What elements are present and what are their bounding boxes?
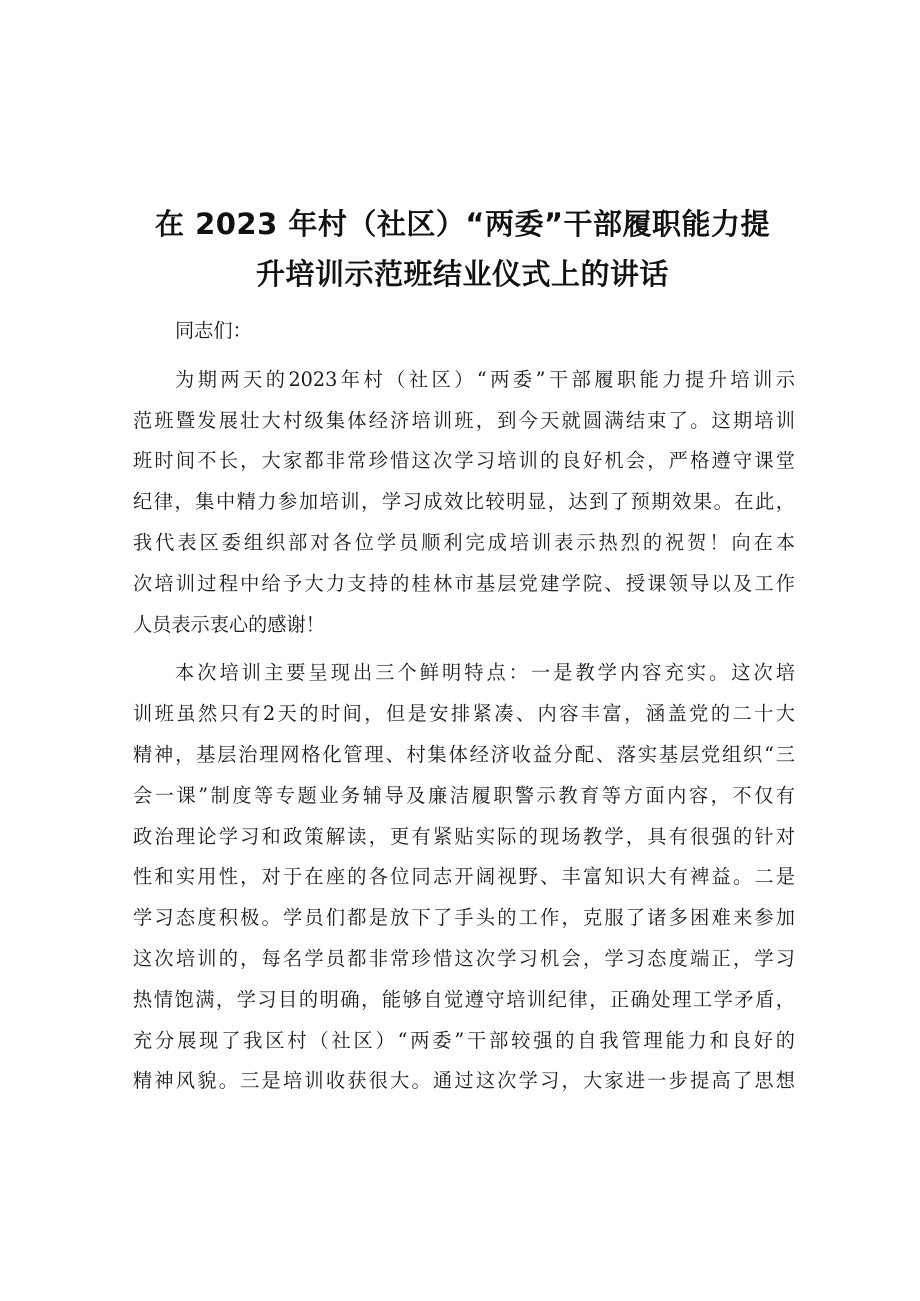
paragraph-line: 政治理论学习和政策解读，更有紧贴实际的现场教学，具有很强的针对 <box>133 824 795 848</box>
paragraph-line: 学习态度积极。学员们都是放下了手头的工作，克服了诸多困难来参加 <box>133 906 795 930</box>
paragraph-line: 本次培训主要呈现出三个鲜明特点：一是教学内容充实。这次培 <box>175 661 795 685</box>
paragraph-line: 会一课”制度等专题业务辅导及廉洁履职警示教育等方面内容，不仅有 <box>133 783 795 807</box>
paragraph-line: 人员表示衷心的感谢！ <box>133 612 325 636</box>
paragraph-line: 班时间不长，大家都非常珍惜这次学习培训的良好机会，严格遵守课堂 <box>133 449 795 473</box>
title-line: 升培训示范班结业仪式上的讲话 <box>255 257 669 291</box>
paragraph-line: 范班暨发展壮大村级集体经济培训班，到今天就圆满结束了。这期培训 <box>133 408 795 432</box>
paragraph-line: 精神，基层治理网格化管理、村集体经济收益分配、落实基层党组织“三 <box>133 742 795 766</box>
paragraph-line: 为期两天的2023年村（社区）“两委”干部履职能力提升培训示 <box>175 367 795 391</box>
paragraph-1 <box>133 360 795 646</box>
paragraph-line: 训班虽然只有2天的时间，但是安排紧凑、内容丰富，涵盖党的二十大 <box>133 702 795 726</box>
paragraph-line: 这次培训的，每名学员都非常珍惜这次学习机会，学习态度端正，学习 <box>133 946 795 970</box>
paragraph-line: 性和实用性，对于在座的各位同志开阔视野、丰富知识大有裨益。二是 <box>133 865 795 889</box>
paragraph-line: 热情饱满，学习目的明确，能够自觉遵守培训纪律，正确处理工学矛盾， <box>133 987 795 1011</box>
document-body <box>133 311 795 1102</box>
title-line: 在 2023 年村（社区）“两委”干部履职能力提 <box>154 207 771 241</box>
salutation: 同志们： <box>175 319 252 342</box>
document-title <box>130 199 795 299</box>
paragraph-line: 我代表区委组织部对各位学员顺利完成培训表示热烈的祝贺！向在本 <box>133 530 795 554</box>
paragraph-2 <box>133 653 795 1102</box>
paragraph-line: 纪律，集中精力参加培训，学习成效比较明显，达到了预期效果。在此， <box>133 490 795 514</box>
paragraph-line: 次培训过程中给予大力支持的桂林市基层党建学院、授课领导以及工作 <box>133 571 795 595</box>
paragraph-line: 充分展现了我区村（社区）“两委”干部较强的自我管理能力和良好的 <box>133 1028 795 1052</box>
paragraph-line: 精神风貌。三是培训收获很大。通过这次学习，大家进一步提高了思想 <box>133 1069 795 1093</box>
